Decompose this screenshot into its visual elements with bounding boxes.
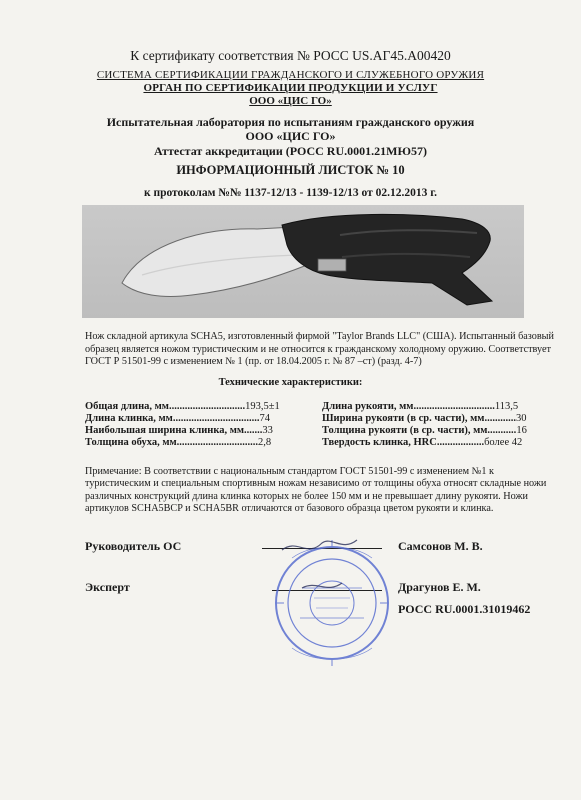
certificate-reference: К сертификату соответствия № РОСС US.АГ45.А00420 [130, 48, 451, 63]
head-label: Руководитель ОС [85, 539, 182, 553]
spec-value: 16 [516, 425, 527, 436]
description-line: ГОСТ Р 51501-99 с изменением № 1 (пр. от 18.04.2005 г. № 87 –ст) (разд. 4-7) [85, 356, 422, 367]
spec-handle-width [322, 413, 526, 424]
spec-label: Толщина рукояти (в ср. части), мм........... [322, 425, 517, 436]
note-paragraph [85, 466, 547, 516]
spec-value: 2,8 [258, 437, 272, 448]
spec-value: 30 [515, 413, 527, 424]
spec-blade-width [85, 425, 273, 436]
tech-specs-title: Технические характеристики: [218, 377, 363, 388]
expert-name: Драгунов Е. М. [398, 580, 481, 594]
note-line: различных конструкций длина клинка которых не более 150 мм и не превышает длину рукояти. Ножи [85, 490, 528, 502]
sheet-title: ИНФОРМАЦИОННЫЙ ЛИСТОК № 10 [176, 163, 405, 177]
description-line: Нож складной артикула SCHA5, изготовленный фирмой "Taylor Brands LLC" (США). Испытанный базовый [85, 331, 554, 342]
spec-label: Общая длина, мм............................. [85, 401, 246, 412]
certification-stamp [272, 528, 392, 678]
spec-value: 33 [262, 425, 273, 436]
spec-blade-length [85, 413, 270, 424]
knife-photo [82, 205, 524, 318]
lab-org: ООО «ЦИС ГО» [245, 129, 336, 143]
head-name: Самсонов М. В. [398, 539, 483, 553]
product-description [85, 331, 554, 369]
certification-system-title: СИСТЕМА СЕРТИФИКАЦИИ ГРАЖДАНСКОГО И СЛУЖЕБНОГО ОРУЖИЯ [96, 69, 485, 81]
spec-label: Твердость клинка, HRC.................. [322, 437, 485, 448]
certification-body-name: ООО «ЦИС ГО» [249, 95, 332, 107]
expert-label: Эксперт [85, 580, 130, 594]
spec-total-length [85, 401, 280, 412]
certification-body-title: ОРГАН ПО СЕРТИФИКАЦИИ ПРОДУКЦИИ И УСЛУГ [143, 82, 438, 94]
spec-label: Наибольшая ширина клинка, мм....... [85, 425, 263, 436]
knife-image [82, 205, 524, 318]
spec-handle-length [322, 401, 518, 412]
spec-value: 74 [259, 413, 270, 424]
spec-value: 193,5±1 [245, 401, 280, 412]
description-line: образец является ножом туристическим и не относится к гражданскому холодному оружию. Соответствует [85, 343, 551, 355]
expert-certificate: РОСС RU.0001.31019462 [398, 602, 531, 616]
lab-accreditation: Аттестат аккредитации (РОСС RU.0001.21МЮ57) [154, 144, 427, 158]
protocol-reference: к протоколам №№ 1137-12/13 - 1139-12/13 от 02.12.2013 г. [143, 187, 438, 199]
spec-label: Толщина обуха, мм............................... [85, 437, 259, 448]
spec-handle-thickness [322, 425, 527, 436]
spec-label: Ширина рукояти (в ср. части), мм............ [322, 413, 516, 424]
spec-value: более 42 [484, 437, 523, 448]
note-line: Примечание: В соответствии с национальным стандартом ГОСТ 51501-99 с изменением №1 к [85, 466, 494, 477]
spec-value: 113,5 [494, 401, 519, 412]
note-line: артикулов SCHA5BCP и SCHA5BR отличаются от базового образца цветом рукояти и клинка. [85, 503, 494, 515]
spec-spine-thickness [85, 437, 271, 448]
spec-label: Длина рукояти, мм............................... [322, 401, 495, 412]
note-line: туристическим и специальным спортивным ножам независимо от толщины обуха относят складные ножи [85, 478, 547, 490]
spec-label: Длина клинка, мм................................. [85, 413, 260, 424]
lab-name: Испытательная лаборатория по испытаниям гражданского оружия [106, 115, 475, 129]
spec-blade-hardness [322, 437, 522, 448]
